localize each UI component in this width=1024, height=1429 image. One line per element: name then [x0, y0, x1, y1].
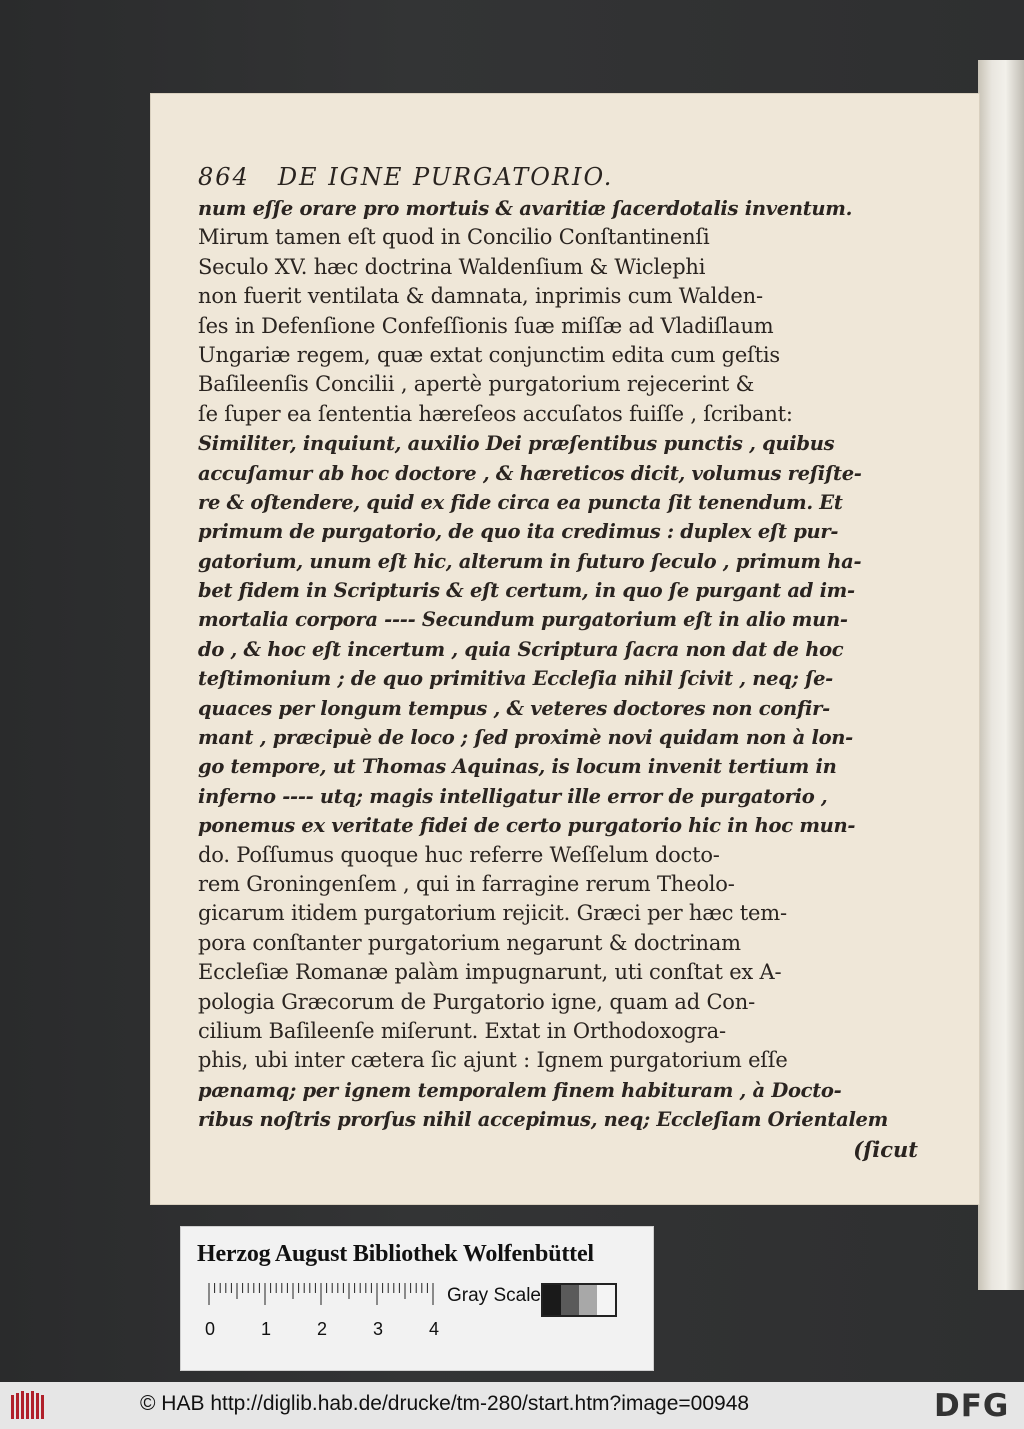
text-line: mant , præcipuè de loco ; ſed proximè novi quidam non à lon-	[198, 726, 853, 750]
text-line: accuſamur ab hoc doctore , & hæreticos dicit, volumus reſiſte-	[198, 461, 862, 485]
text-line: rem Groningenſem , qui in farragine rerum Theolo-	[198, 871, 735, 896]
text-line: num eſſe orare pro mortuis & avaritiæ ſacerdotalis inventum.	[198, 197, 853, 220]
text-line: Seculo XV. hæc doctrina Waldenſium & Wiclephi	[198, 254, 706, 279]
ruler-number: 4	[429, 1319, 440, 1339]
text-line: Mirum tamen eſt quod in Concilio Conſtantinenſi	[198, 225, 710, 250]
gray-patch	[579, 1285, 597, 1315]
text-line: pænamq; per ignem temporalem finem habituram , à Docto-	[198, 1078, 842, 1102]
ruler-number: 2	[317, 1319, 328, 1339]
gray-scale-label: Gray Scale	[447, 1285, 541, 1306]
text-lines	[198, 194, 918, 1135]
text-line: Ungariæ regem, quæ extat conjunctim edita cum geſtis	[198, 342, 780, 367]
adjacent-page-edge	[978, 60, 1024, 1290]
page-number: 864	[198, 163, 250, 191]
copyright-url[interactable]: © HAB http://diglib.hab.de/drucke/tm-280/start.htm?image=00948	[140, 1392, 750, 1415]
ruler-scale	[205, 1279, 445, 1339]
text-line: gicarum itidem purgatorium rejicit. Græci per hæc tem-	[198, 901, 787, 926]
text-line: quaces per longum tempus , & veteres doctores non confir-	[198, 696, 830, 720]
ruler-ticks	[209, 1283, 433, 1305]
dfg-logo: DFG	[934, 1388, 1010, 1424]
text-line: pologia Græcorum de Purgatorio igne, quam ad Con-	[198, 989, 755, 1014]
catchword: (ſicut	[853, 1136, 918, 1162]
color-scale-card	[180, 1226, 654, 1371]
running-title: DE IGNE PURGATORIO.	[277, 163, 614, 191]
library-name: Herzog August Bibliothek Wolfenbüttel	[197, 1241, 594, 1267]
ruler-number: 3	[373, 1319, 384, 1339]
text-line: Baſileenſis Concilii , apertè purgatorium rejecerint &	[198, 372, 755, 397]
gray-patch	[561, 1285, 579, 1315]
text-line: primum de purgatorio, de quo ita credimus : duplex eſt pur-	[198, 520, 839, 544]
text-line: bet fidem in Scripturis & eſt certum, in quo ſe purgant ad im-	[198, 579, 855, 603]
text-line: phis, ubi inter cætera ſic ajunt : Ignem purgatorium eſſe	[198, 1048, 788, 1073]
ruler-number: 1	[261, 1319, 272, 1339]
text-line: gatorium, unum eſt hic, alterum in futuro ſeculo , primum ha-	[198, 549, 862, 573]
ruler-labels	[205, 1319, 439, 1339]
hab-logo-icon	[10, 1391, 46, 1421]
text-line: Similiter, inquiunt, auxilio Dei præſentibus punctis , quibus	[198, 432, 835, 456]
text-line: do , & hoc eſt incertum , quia Scriptura ſacra non dat de hoc	[198, 637, 844, 661]
text-line: cilium Baſileenſe miſerunt. Extat in Orthodoxogra-	[198, 1018, 726, 1043]
gray-patch	[597, 1285, 615, 1315]
text-line: re & oſtendere, quid ex fide circa ea puncta ſit tenendum. Et	[198, 490, 843, 514]
text-line: mortalia corpora ---- Secundum purgatorium eſt in alio mun-	[198, 608, 848, 632]
running-head	[198, 160, 918, 194]
text-line: ribus noſtris prorſus nihil accepimus, neq; Eccleſiam Orientalem	[198, 1108, 888, 1132]
text-line: Eccleſiæ Romanæ palàm impugnarunt, uti conſtat ex A-	[198, 960, 782, 985]
page-text-block	[198, 160, 918, 1164]
text-line: do. Poſſumus quoque huc referre Weſſelum docto-	[198, 842, 720, 867]
text-line: ponemus ex veritate fidei de certo purgatorio hic in hoc mun-	[198, 814, 856, 838]
text-line: inferno ---- utq; magis intelligatur ille error de purgatorio ,	[198, 784, 828, 808]
text-line: pora conſtanter purgatorium negarunt & doctrinam	[198, 930, 741, 955]
gray-scale-patches	[541, 1283, 617, 1317]
text-line: ſe ſuper ea ſententia hæreſeos accuſatos fuiſſe , ſcribant:	[198, 401, 793, 426]
footer-bar	[0, 1382, 1024, 1429]
text-line: non fuerit ventilata & damnata, inprimis cum Walden-	[198, 284, 763, 309]
gray-patch	[543, 1285, 561, 1315]
text-line: ſes in Defenſione Confeſſionis ſuæ miſſæ ad Vladiſlaum	[198, 313, 774, 338]
text-line: teſtimonium ; de quo primitiva Eccleſia nihil ſcivit , neq; ſe-	[198, 667, 833, 691]
ruler-number: 0	[205, 1319, 216, 1339]
text-line: go tempore, ut Thomas Aquinas, is locum invenit tertium in	[198, 755, 837, 779]
